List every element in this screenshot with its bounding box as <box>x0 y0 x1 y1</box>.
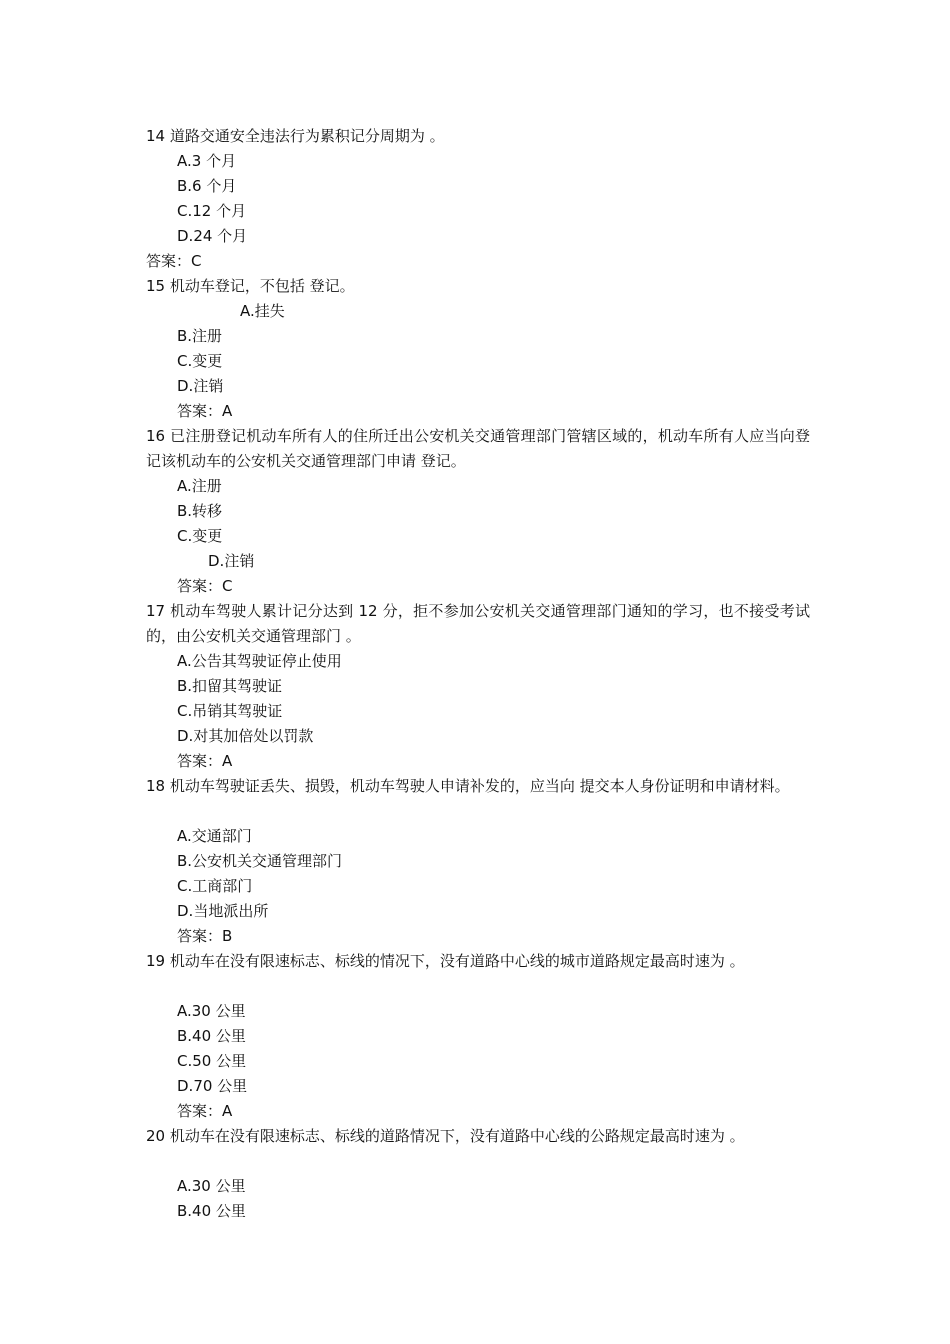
question-16 <box>146 424 810 599</box>
option-a: A.公告其驾驶证停止使用 <box>177 652 342 670</box>
option-a: A.3 个月 <box>177 152 237 170</box>
answer: 答案：A <box>177 752 233 770</box>
option-d: D.注销 <box>177 377 224 395</box>
option-c: C.变更 <box>177 527 223 545</box>
question-18 <box>146 774 810 949</box>
option-a: A.30 公里 <box>177 1002 246 1020</box>
question-stem: 18 机动车驾驶证丢失、损毁，机动车驾驶人申请补发的，应当向 提交本人身份证明和申请材料。 <box>146 777 790 795</box>
option-c: C.12 个月 <box>177 202 247 220</box>
question-stem: 16 已注册登记机动车所有人的住所迁出公安机关交通管理部门管辖区域的，机动车所有人应当向登记该机动车的公安机关交通管理部门申请 登记。 <box>146 427 810 470</box>
question-15 <box>146 274 810 424</box>
option-b: B.公安机关交通管理部门 <box>177 852 343 870</box>
document-body <box>146 124 810 1224</box>
question-stem: 17 机动车驾驶人累计记分达到 12 分，拒不参加公安机关交通管理部门通知的学习，也不接受考试的，由公安机关交通管理部门 。 <box>146 602 810 645</box>
option-c: C.吊销其驾驶证 <box>177 702 283 720</box>
option-d: D.对其加倍处以罚款 <box>177 727 314 745</box>
question-stem: 19 机动车在没有限速标志、标线的情况下，没有道路中心线的城市道路规定最高时速为 。 <box>146 952 745 970</box>
option-c: C.变更 <box>177 352 223 370</box>
question-17 <box>146 599 810 774</box>
question-14 <box>146 124 810 274</box>
answer: 答案：C <box>146 252 202 270</box>
option-b: B.40 公里 <box>177 1027 246 1045</box>
answer: 答案：B <box>177 927 233 945</box>
option-a: A.交通部门 <box>177 827 252 845</box>
option-d: D.24 个月 <box>177 227 248 245</box>
option-b: B.40 公里 <box>177 1202 246 1220</box>
option-b: B.6 个月 <box>177 177 237 195</box>
option-d: D.当地派出所 <box>177 902 269 920</box>
question-stem: 20 机动车在没有限速标志、标线的道路情况下，没有道路中心线的公路规定最高时速为 。 <box>146 1127 745 1145</box>
option-a: A.挂失 <box>240 302 285 320</box>
question-20 <box>146 1124 810 1224</box>
option-d: D.注销 <box>208 552 255 570</box>
option-a: A.注册 <box>177 477 222 495</box>
answer: 答案：A <box>177 402 233 420</box>
question-stem: 14 道路交通安全违法行为累积记分周期为 。 <box>146 127 445 145</box>
option-b: B.注册 <box>177 327 223 345</box>
option-c: C.50 公里 <box>177 1052 247 1070</box>
question-stem: 15 机动车登记，不包括 登记。 <box>146 277 355 295</box>
option-a: A.30 公里 <box>177 1177 246 1195</box>
question-19 <box>146 949 810 1124</box>
option-d: D.70 公里 <box>177 1077 248 1095</box>
answer: 答案：C <box>177 577 233 595</box>
answer: 答案：A <box>177 1102 233 1120</box>
option-b: B.转移 <box>177 502 223 520</box>
option-c: C.工商部门 <box>177 877 253 895</box>
option-b: B.扣留其驾驶证 <box>177 677 283 695</box>
